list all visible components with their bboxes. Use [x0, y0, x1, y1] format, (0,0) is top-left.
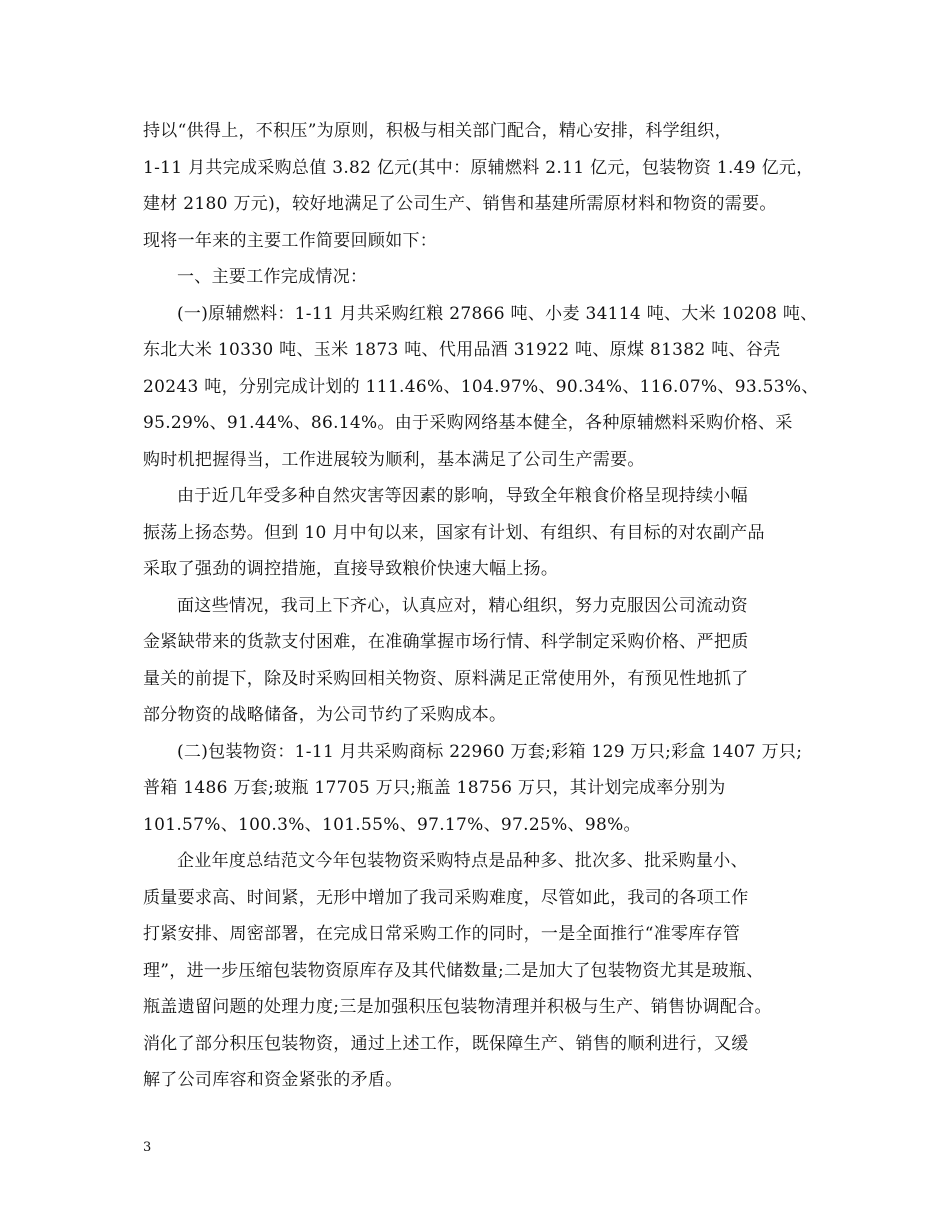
text-line: 瓶盖遗留问题的处理力度;三是加强积压包装物清理并积极与生产、销售协调配合。 — [143, 997, 772, 1017]
text-line: 95.29%、91.44%、86.14%。由于采购网络基本健全，各种原辅燃料采购价格、采 — [143, 413, 793, 433]
text-line: 消化了部分积压包装物资，通过上述工作，既保障生产、销售的顺利进行，又缓 — [143, 1034, 749, 1054]
text-line: 1-11 月共完成采购总值 3.82 亿元(其中：原辅燃料 2.11 亿元，包装物资 1.49 亿元， — [143, 158, 814, 178]
text-line: 打紧安排、周密部署，在完成日常采购工作的同时，一是全面推行“准零库存管 — [143, 924, 741, 944]
section-heading: 一、主要工作完成情况： — [177, 267, 368, 287]
text-line: 振荡上扬态势。但到 10 月中旬以来，国家有计划、有组织、有目标的对农副产品 — [143, 523, 765, 543]
text-line: (一)原辅燃料：1-11 月共采购红粮 27866 吨、小麦 34114 吨、大米 10208 吨、 — [177, 304, 818, 324]
text-line: 理”，进一步压缩包装物资原库存及其代储数量;二是加大了包装物资尤其是玻瓶、 — [143, 961, 764, 981]
text-line: 质量要求高、时间紧，无形中增加了我司采购难度，尽管如此，我司的各项工作 — [143, 888, 749, 908]
text-line: 普箱 1486 万套;玻瓶 17705 万只;瓶盖 18756 万只，其计划完成率分别为 — [143, 778, 726, 798]
text-line: 现将一年来的主要工作简要回顾如下： — [143, 231, 438, 251]
text-line: 由于近几年受多种自然灾害等因素的影响，导致全年粮食价格呈现持续小幅 — [177, 486, 748, 506]
page-number: 3 — [143, 1140, 152, 1155]
text-line: 金紧缺带来的货款支付困难，在准确掌握市场行情、科学制定采购价格、严把质 — [143, 632, 749, 652]
text-line: 101.57%、100.3%、101.55%、97.17%、97.25%、98%。 — [143, 815, 641, 835]
text-line: 东北大米 10330 吨、玉米 1873 吨、代用品酒 31922 吨、原煤 81382 吨、谷壳 — [143, 340, 781, 360]
text-line: 解了公司库容和资金紧张的矛盾。 — [143, 1070, 403, 1090]
text-line: 部分物资的战略储备，为公司节约了采购成本。 — [143, 705, 507, 725]
text-line: 企业年度总结范文今年包装物资采购特点是品种多、批次多、批采购量小、 — [177, 851, 748, 871]
text-line: 持以“供得上，不积压”为原则，积极与相关部门配合，精心安排，科学组织， — [143, 121, 732, 141]
text-line: 面这些情况，我司上下齐心，认真应对，精心组织，努力克服因公司流动资 — [177, 596, 748, 616]
text-line: (二)包装物资：1-11 月共采购商标 22960 万套;彩箱 129 万只;彩盒 1407 万只; — [177, 742, 803, 762]
text-line: 建材 2180 万元)，较好地满足了公司生产、销售和基建所需原材料和物资的需要。 — [143, 194, 777, 214]
text-line: 20243 吨，分别完成计划的 111.46%、104.97%、90.34%、116.07%、93.53%、 — [143, 377, 819, 397]
text-line: 采取了强劲的调控措施，直接导致粮价快速大幅上扬。 — [143, 559, 559, 579]
text-line: 量关的前提下，除及时采购回相关物资、原料满足正常使用外，有预见性地抓了 — [143, 669, 749, 689]
text-line: 购时机把握得当，工作进展较为顺利，基本满足了公司生产需要。 — [143, 450, 645, 470]
